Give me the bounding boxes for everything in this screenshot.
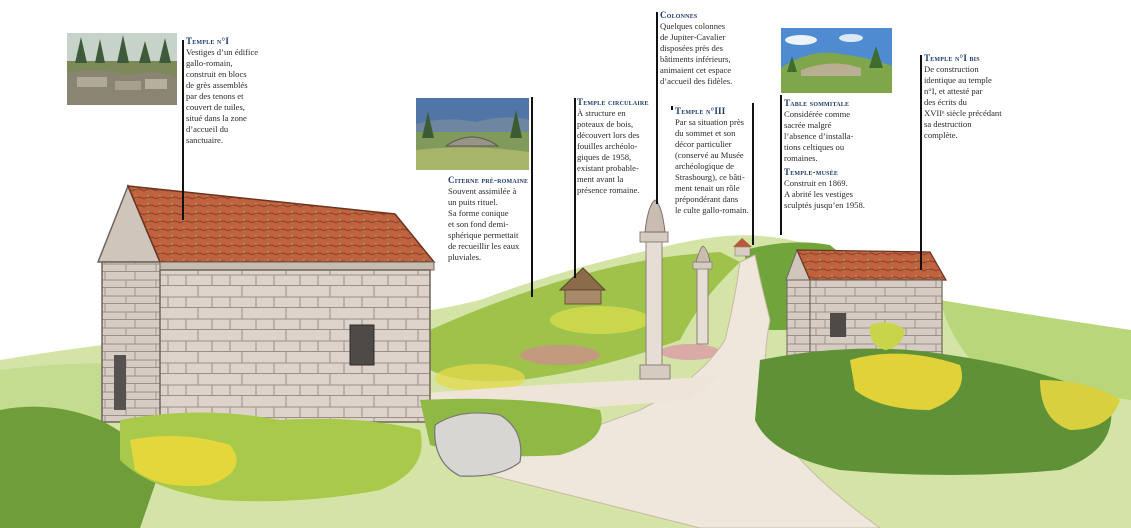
label-temple-1-bis-line: De construction [924,64,979,74]
label-colonnes [660,10,760,87]
label-temple-1-line: sanctuaire. [186,135,223,145]
label-citerne-line: sphérique permettait [448,230,519,240]
label-table-sommitale-line: tions celtiques ou [784,142,845,152]
label-temple-1-bis-line: complète. [924,130,958,140]
leader-line-temple1bis [920,55,922,270]
label-colonnes-line: animaient cet espace [660,65,732,75]
label-colonnes-line: d’accueil des fidèles. [660,76,733,86]
label-temple-musee-line: sculptés jusqu’en 1958. [784,200,865,210]
label-table-sommitale [784,98,884,164]
label-citerne-line: Souvent assimilée à [448,186,517,196]
label-temple-1-line: gallo-romain, [186,58,233,68]
label-temple-musee-line: Construit en 1869. [784,178,848,188]
label-temple-circulaire-line: À structure en [577,108,626,118]
leader-line-temple3 [671,106,673,110]
label-citerne-line: un puits rituel. [448,197,498,207]
label-temple-3-line: le culte gallo-romain. [675,205,749,215]
label-temple-circulaire-line: poteaux de bois, [577,119,634,129]
label-temple-1-bis-line: sa destruction [924,119,972,129]
temple-1-building [98,186,434,422]
label-temple-musee-title: Temple-musée [784,167,839,177]
label-temple-1-bis-title: Temple n°I bis [924,53,980,63]
label-citerne-line: de recueillir les eaux [448,241,520,251]
label-temple-1-line: de grès assemblés [186,80,248,90]
label-temple-1-line: d’accueil du [186,124,229,134]
label-temple-3-title: Temple n°III [675,106,726,116]
label-temple-circulaire [577,97,663,196]
citerne-photo [416,98,529,170]
temple1-photo [67,33,177,105]
label-temple-3 [675,106,779,216]
leader-line-circulaire [574,98,576,278]
label-temple-1-bis-line: des écrits du [924,97,967,107]
label-temple-circulaire-line: existant probable- [577,163,639,173]
label-colonnes-line: de Jupiter-Cavalier [660,32,726,42]
label-temple-3-line: prépondérant dans [675,194,739,204]
label-table-sommitale-line: romaines. [784,153,818,163]
label-colonnes-line: bâtiments inférieurs, [660,54,731,64]
label-temple-1-bis-line: identique au temple [924,75,992,85]
leader-line-temple1 [182,40,184,220]
boulder [435,413,521,476]
temple-musee-building [786,250,946,362]
label-citerne-line: et son fond demi- [448,219,509,229]
label-table-sommitale-line: l’absence d’installa- [784,131,854,141]
label-temple-1-bis-line: XVIIᵉ siècle précédant [924,108,1002,118]
label-table-sommitale-line: sacrée malgré [784,120,832,130]
label-temple-3-line: du sommet et son [675,128,736,138]
label-colonnes-line: Quelques colonnes [660,21,726,31]
label-temple-3-line: Strasbourg), ce bâti- [675,172,745,182]
label-temple-1-bis-line: n°I, et attesté par [924,86,983,96]
label-temple-3-line: décor particulier [675,139,732,149]
label-temple-1-line: par des tenons et [186,91,244,101]
label-citerne-line: Sa forme conique [448,208,509,218]
label-table-sommitale-line: Considérée comme [784,109,851,119]
label-temple-1-bis [924,53,1028,141]
label-temple-3-line: (conservé au Musée [675,150,744,160]
label-temple-circulaire-line: découvert lors des [577,130,640,140]
label-colonnes-title: Colonnes [660,10,698,20]
label-temple-1-line: situé dans la zone [186,113,247,123]
label-temple-3-line: ment tenait un rôle [675,183,740,193]
leader-line-table [780,95,782,235]
label-temple-1-line: couvert de tuiles, [186,102,245,112]
label-temple-circulaire-line: giques de 1958, [577,152,632,162]
label-citerne-title: Citerne pré-romaine [448,175,529,185]
label-temple-circulaire-title: Temple circulaire [577,97,649,107]
label-temple-1 [186,36,296,146]
label-temple-1-line: construit en blocs [186,69,247,79]
label-temple-circulaire-line: présence romaine. [577,185,640,195]
label-temple-musee [784,167,894,211]
label-citerne-line: pluviales. [448,252,482,262]
label-temple-1-line: Vestiges d’un édifice [186,47,259,57]
label-citerne [448,175,544,263]
label-temple-circulaire-line: ment avant la [577,174,624,184]
table-sommitale-photo [781,28,892,93]
label-temple-circulaire-line: fouilles archéolo- [577,141,638,151]
label-table-sommitale-title: Table sommitale [784,98,850,108]
label-colonnes-line: disposées près des [660,43,724,53]
label-temple-musee-line: A abrité les vestiges [784,189,853,199]
label-temple-1-title: Temple n°I [186,36,230,46]
label-temple-3-line: Par sa situation près [675,117,744,127]
label-temple-3-line: archéologique de [675,161,734,171]
